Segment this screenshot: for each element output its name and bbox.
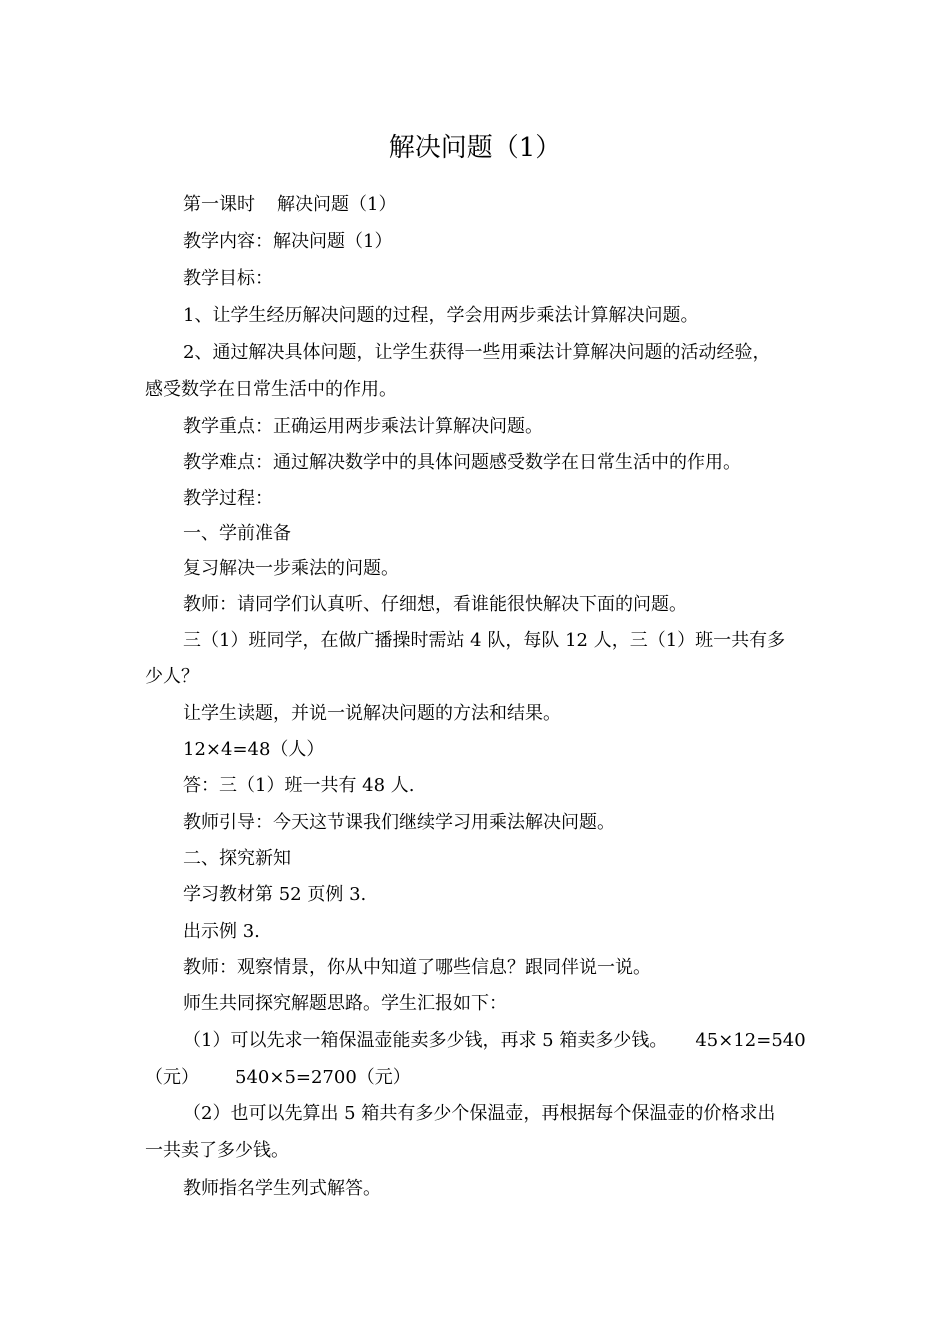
paragraph-continuation: 感受数学在日常生活中的作用。 (145, 379, 397, 400)
paragraph: 教学目标： (183, 268, 273, 289)
paragraph: 教师：观察情景，你从中知道了哪些信息？跟同伴说一说。 (183, 957, 651, 978)
paragraph: 复习解决一步乘法的问题。 (183, 558, 399, 579)
lesson-heading (183, 193, 396, 217)
section-heading: 一、学前准备 (183, 523, 291, 544)
paragraph-continuation: 少人？ (145, 666, 199, 687)
paragraph: 教学内容：解决问题（1） (183, 231, 393, 252)
equation: 12×4=48（人） (183, 739, 325, 760)
lesson-name: 解决问题（1） (277, 194, 397, 215)
paragraph: 教师：请同学们认真听、仔细想，看谁能很快解决下面的问题。 (183, 594, 687, 615)
paragraph-continuation: 一共卖了多少钱。 (145, 1140, 289, 1161)
paragraph: （2）也可以先算出 5 箱共有多少个保温壶，再根据每个保温壶的价格求出 (183, 1103, 776, 1124)
paragraph: 三（1）班同学，在做广播操时需站 4 队，每队 12 人，三（1）班一共有多 (183, 630, 786, 651)
paragraph: 教学重点：正确运用两步乘法计算解决问题。 (183, 416, 543, 437)
paragraph: 2、通过解决具体问题，让学生获得一些用乘法计算解决问题的活动经验， (183, 342, 771, 363)
solution-line-1 (183, 1029, 806, 1053)
paragraph: 教师引导：今天这节课我们继续学习用乘法解决问题。 (183, 812, 615, 833)
paragraph: 1、让学生经历解决问题的过程，学会用两步乘法计算解决问题。 (183, 305, 699, 326)
lesson-label: 第一课时 (183, 194, 255, 215)
paragraph: 答：三（1）班一共有 48 人. (183, 775, 415, 796)
solution-line-2 (145, 1066, 411, 1090)
document-title: 解决问题（1） (388, 133, 562, 163)
paragraph: 让学生读题，并说一说解决问题的方法和结果。 (183, 703, 561, 724)
equation: 45×12=540 (695, 1030, 806, 1051)
unit-text: （元） (145, 1067, 199, 1088)
paragraph: 师生共同探究解题思路。学生汇报如下： (183, 993, 507, 1014)
solution-text: （1）可以先求一箱保温壶能卖多少钱，再求 5 箱卖多少钱。 (183, 1030, 668, 1051)
paragraph: 教学难点：通过解决数学中的具体问题感受数学在日常生活中的作用。 (183, 452, 741, 473)
paragraph: 教师指名学生列式解答。 (183, 1178, 381, 1199)
section-heading: 二、探究新知 (183, 848, 291, 869)
paragraph: 教学过程： (183, 488, 273, 509)
equation: 540×5=2700（元） (235, 1067, 411, 1088)
paragraph: 出示例 3. (183, 921, 260, 942)
paragraph: 学习教材第 52 页例 3. (183, 884, 367, 905)
